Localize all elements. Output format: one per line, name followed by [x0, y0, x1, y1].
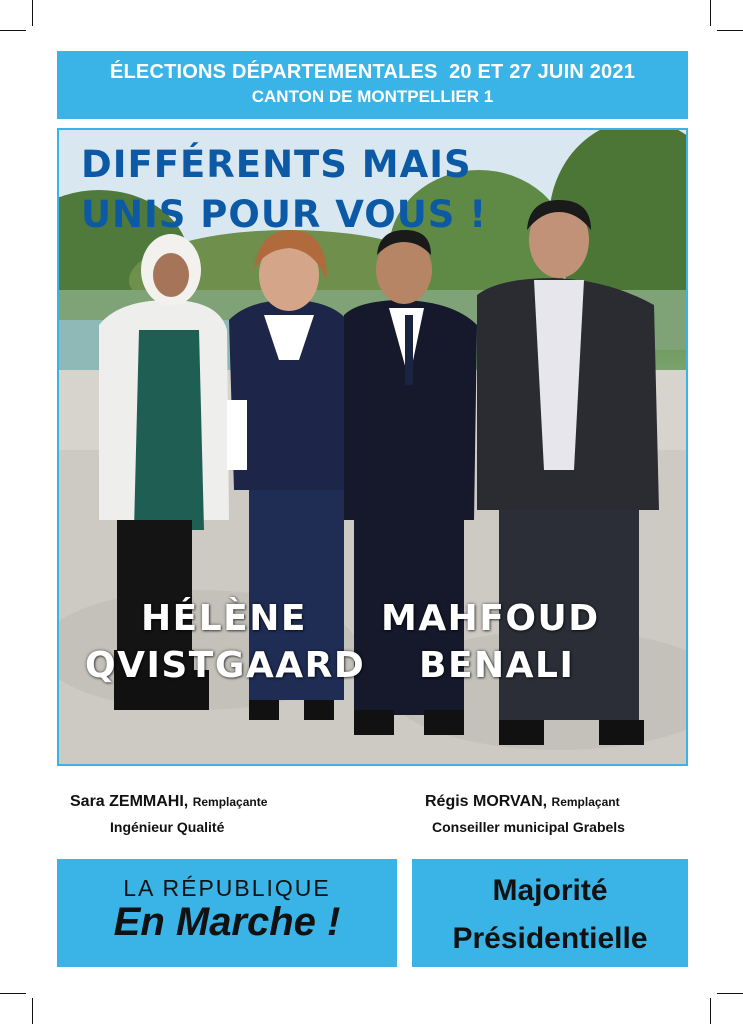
substitute-2-title: Conseiller municipal Grabels [432, 819, 625, 835]
election-header [57, 51, 688, 119]
crop-mark-top-right [710, 0, 711, 26]
substitute-1 [70, 793, 267, 811]
crop-mark-bottom-right [710, 998, 711, 1024]
candidate-2-last-name: BENALI [419, 645, 575, 686]
crop-mark-bottom-right-h [717, 993, 743, 994]
party-logo-box [57, 859, 397, 967]
candidates-photo [57, 128, 688, 766]
crop-mark-bottom-left [32, 998, 33, 1024]
crop-mark-top-left-h [0, 30, 26, 31]
candidate-1-last-name: QVISTGAARD [85, 645, 366, 686]
crop-mark-top-left [32, 0, 33, 26]
candidate-2-first-name: MAHFOUD [381, 598, 600, 639]
majority-box [412, 859, 688, 967]
substitute-2 [425, 793, 620, 811]
substitute-2-name: Régis MORVAN, [425, 793, 548, 810]
substitute-1-title: Ingénieur Qualité [110, 819, 225, 835]
candidate-1-first-name: HÉLÈNE [141, 598, 307, 639]
majority-line-2: Présidentielle [452, 922, 648, 955]
election-title: ÉLECTIONS DÉPARTEMENTALES 20 ET 27 JUIN 2021 [109, 61, 636, 83]
party-name-top: LA RÉPUBLIQUE [123, 875, 331, 901]
slogan-line-1: DIFFÉRENTS MAIS [81, 143, 472, 186]
canton-name: CANTON DE MONTPELLIER 1 [251, 87, 494, 106]
crop-mark-bottom-left-h [0, 993, 26, 994]
slogan-line-2: UNIS POUR VOUS ! [81, 193, 488, 236]
party-name-bottom: En Marche ! [113, 900, 341, 944]
slogan [81, 140, 487, 240]
majority-line-1: Majorité [492, 874, 608, 907]
substitute-1-name: Sara ZEMMAHI, [70, 793, 189, 810]
substitute-1-role: Remplaçante [192, 795, 268, 809]
crop-mark-top-right-h [717, 30, 743, 31]
substitute-2-role: Remplaçant [551, 795, 620, 809]
